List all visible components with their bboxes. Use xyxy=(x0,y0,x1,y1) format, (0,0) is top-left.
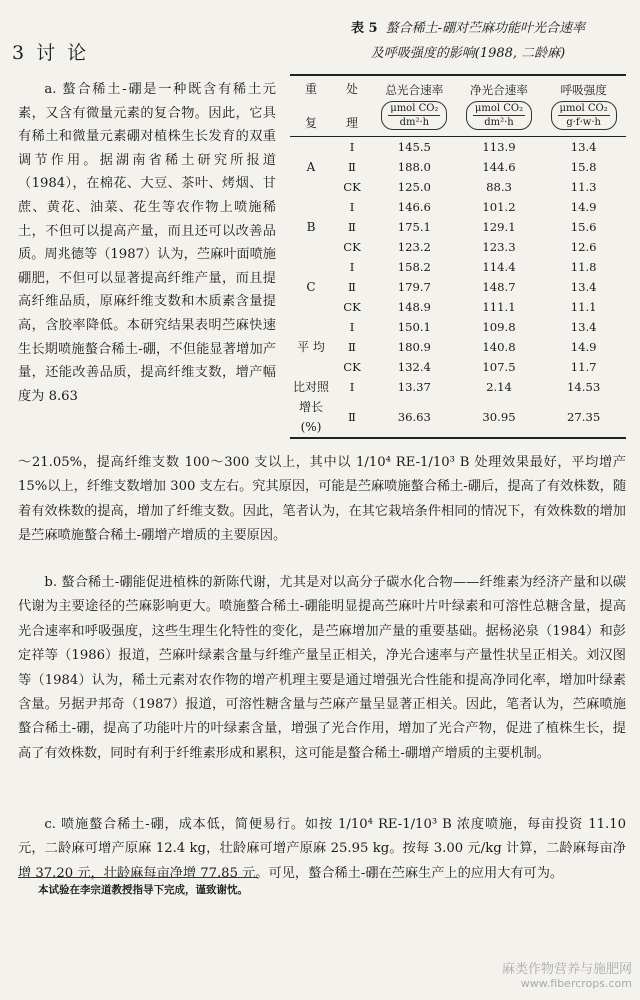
header-trt xyxy=(332,75,372,137)
gross-cell: 158.2 xyxy=(397,260,431,274)
trt-cell: Ⅱ xyxy=(332,397,372,438)
table-row xyxy=(290,317,626,337)
net-cell: 107.5 xyxy=(482,360,516,374)
para-c-text: c. 喷施螯合稀土-硼，成本低，简便易行。如按 1/10⁴ RE-1/10³ B 浓度喷施，每亩投资 11.10 元，二龄麻可增产原麻 12.4 kg，壮龄麻可增产原麻 25.95 kg。按每 3.00 元/kg 计算，二龄麻每亩净增 37.20 元，壮龄麻每亩净增 77.85 元。可见，螯合稀土-硼在苎麻生产上的应用大有可为。 xyxy=(18,817,626,881)
para-b xyxy=(18,571,626,766)
rep-cell xyxy=(290,137,332,158)
header-rep-char1: 重 xyxy=(304,82,317,96)
resp-cell: 14.53 xyxy=(567,380,601,394)
rep-cell xyxy=(290,197,332,217)
resp-cell: 15.6 xyxy=(570,220,597,234)
rep-cell: A xyxy=(306,160,316,174)
trt-cell: CK xyxy=(343,360,361,374)
table-body xyxy=(290,137,626,439)
rep-cell: C xyxy=(306,280,316,294)
gross-cell: 148.9 xyxy=(397,300,431,314)
net-cell: 123.3 xyxy=(482,240,516,254)
rep-cell xyxy=(290,297,332,317)
gross-cell: 180.9 xyxy=(397,340,431,354)
net-cell: 30.95 xyxy=(457,397,542,438)
trt-cell: Ⅰ xyxy=(349,260,355,274)
gross-cell: 36.63 xyxy=(372,397,457,438)
resp-cell: 14.9 xyxy=(570,200,597,214)
table-row xyxy=(290,217,626,237)
resp-cell: 11.3 xyxy=(570,180,597,194)
unit-gross-top: μmol CO₂ xyxy=(390,103,439,114)
table-row xyxy=(290,197,626,217)
table-row xyxy=(290,237,626,257)
net-cell: 101.2 xyxy=(482,200,516,214)
net-cell: 129.1 xyxy=(482,220,516,234)
header-resp xyxy=(541,75,626,137)
table-caption xyxy=(318,16,618,66)
net-cell: 148.7 xyxy=(482,280,516,294)
table-row xyxy=(290,277,626,297)
header-trt-char2: 理 xyxy=(345,116,358,130)
table-row xyxy=(290,337,626,357)
gross-cell: 175.1 xyxy=(397,220,431,234)
header-resp-label: 呼吸强度 xyxy=(560,83,607,97)
resp-cell: 12.6 xyxy=(570,240,597,254)
section-title: 3 讨 论 xyxy=(12,42,90,64)
resp-cell: 11.7 xyxy=(570,360,597,374)
header-rep xyxy=(290,75,332,137)
photosynthesis-table xyxy=(290,74,626,439)
table-caption-line2: 及呼吸强度的影响(1988, 二龄麻) xyxy=(370,46,566,61)
rep-cell xyxy=(290,317,332,337)
net-cell: 140.8 xyxy=(482,340,516,354)
resp-cell: 13.4 xyxy=(570,320,597,334)
net-cell: 88.3 xyxy=(486,180,512,194)
rep-cell: 平 均 xyxy=(297,340,325,354)
unit-gross xyxy=(381,101,447,130)
watermark-cn: 麻类作物营养与施肥网 xyxy=(501,962,632,977)
table-row xyxy=(290,397,626,438)
net-cell: 113.9 xyxy=(482,140,516,154)
rep-cell: 比对照 xyxy=(292,380,329,394)
rep-cell xyxy=(290,237,332,257)
gross-cell: 123.2 xyxy=(397,240,431,254)
rep-cell xyxy=(290,357,332,377)
para-a-continuation xyxy=(18,451,626,549)
trt-cell: Ⅰ xyxy=(349,320,355,334)
gross-cell: 132.4 xyxy=(397,360,431,374)
resp-cell: 11.1 xyxy=(570,300,597,314)
resp-cell: 15.8 xyxy=(570,160,597,174)
resp-cell: 13.4 xyxy=(570,140,597,154)
trt-cell: Ⅱ xyxy=(348,280,356,294)
header-rep-char2: 复 xyxy=(304,116,317,130)
trt-cell: Ⅰ xyxy=(349,140,355,154)
resp-cell: 11.8 xyxy=(570,260,597,274)
left-column-text xyxy=(18,78,276,408)
trt-cell: CK xyxy=(343,180,361,194)
trt-cell: Ⅰ xyxy=(349,380,355,394)
gross-cell: 179.7 xyxy=(397,280,431,294)
para-a-cont-text: ～21.05%，提高纤维支数 100～300 支以上，其中以 1/10⁴ RE-1/10³ B 处理效果最好，平均增产 15%以上，纤维支数增加 300 支左右。究其原因，可能是苎麻喷施螯合稀土-硼后，提高了有效株数，随着有效株数的提高，增加了纤维支数。因此，笔者认为，在其它栽培条件相同的情况下，有效株数的增加是苎麻喷施螯合稀土-硼增产增质的主要原因。 xyxy=(18,455,627,544)
unit-gross-bottom: dm²·h xyxy=(399,117,430,128)
unit-net-bottom: dm²·h xyxy=(484,117,514,128)
watermark-url: www.fibercrops.com xyxy=(520,977,632,990)
footnote: 本试验在李宗道教授指导下完成，谨致谢忱。 xyxy=(38,884,248,896)
gross-cell: 146.6 xyxy=(397,200,431,214)
unit-net-top: μmol CO₂ xyxy=(474,103,524,114)
header-net xyxy=(457,75,542,137)
net-cell: 2.14 xyxy=(486,380,512,394)
table-row xyxy=(290,257,626,277)
unit-net xyxy=(466,101,532,130)
gross-cell: 125.0 xyxy=(397,180,431,194)
table-number: 表 5 xyxy=(351,21,378,36)
rep-cell: 增长(%) xyxy=(290,397,332,438)
net-cell: 109.8 xyxy=(482,320,516,334)
trt-cell: Ⅱ xyxy=(348,220,356,234)
rep-cell xyxy=(290,177,332,197)
gross-cell: 13.37 xyxy=(397,380,431,394)
unit-resp-bottom: g·f·w·h xyxy=(566,117,601,128)
table-row xyxy=(290,357,626,377)
gross-cell: 145.5 xyxy=(397,140,431,154)
watermark xyxy=(502,958,632,990)
table-row xyxy=(290,377,626,397)
trt-cell: Ⅱ xyxy=(348,340,356,354)
net-cell: 114.4 xyxy=(482,260,516,274)
resp-cell: 27.35 xyxy=(541,397,626,438)
header-trt-char1: 处 xyxy=(345,82,358,96)
table-caption-line1: 螯合稀土-硼对苎麻功能叶光合速率 xyxy=(385,21,585,36)
header-gross-label: 总光合速率 xyxy=(385,83,444,97)
para-b-text: b. 螯合稀土-硼能促进植株的新陈代谢，尤其是对以高分子碳水化合物——纤维素为经济产量和以碳代谢为主要途径的苎麻影响更大。喷施螯合稀土-硼能明显提高苎麻叶片叶绿素和可溶性总糖含量，提高光合速率和呼吸强度，这些生理生化特性的变化，是苎麻增加产量的重要基础。据杨泌泉（1984）和彭定祥等（1986）报道，苎麻叶绿素含量与纤维产量呈正相关，净光合速率与产量性状呈正相关。刘汉图等（1984）认为，稀土元素对农作物的增产机理主要是通过增强光合性能和提高净同化率，增加叶绿素含量。另据尹邦奇（1987）报道，可溶性糖含量与苎麻产量呈显著正相关。因此，笔者认为，苎麻喷施螯合稀土-硼，提高了功能叶片的叶绿素含量，增强了光合作用，增加了光合产物，促进了植株生长，提高了有效株数，同时有利于纤维素形成和累积，这可能是螯合稀土-硼增产增质的主要机制。 xyxy=(18,575,626,761)
para-c xyxy=(18,813,626,886)
table-row xyxy=(290,137,626,158)
net-cell: 111.1 xyxy=(482,300,516,314)
footnote-divider xyxy=(18,877,258,878)
gross-cell: 188.0 xyxy=(397,160,431,174)
rep-cell xyxy=(290,257,332,277)
net-cell: 144.6 xyxy=(482,160,516,174)
unit-resp-top: μmol CO₂ xyxy=(559,103,608,114)
table-row xyxy=(290,177,626,197)
table-row xyxy=(290,157,626,177)
resp-cell: 14.9 xyxy=(570,340,597,354)
resp-cell: 13.4 xyxy=(570,280,597,294)
trt-cell: CK xyxy=(343,240,361,254)
header-net-label: 净光合速率 xyxy=(469,83,528,97)
trt-cell: Ⅱ xyxy=(348,160,356,174)
gross-cell: 150.1 xyxy=(397,320,431,334)
para-a-start: a. 螯合稀土-硼是一种既含有稀土元素，又含有微量元素的复合物。因此，它具有稀土和微量元素硼对植株生长发育的双重调节作用。据湖南省稀土研究所报道（1984），在棉花、大豆、茶叶、烤烟、甘蔗、黄花、油菜、花生等农作物上喷施稀土，不但可以提高产量，而且还可以改善品质。周兆德等（1987）认为，苎麻叶面喷施硼肥，不但可以显著提高纤维产量，而且提高纤维品质，原麻纤维支数和木质素含量提高，含胶率降低。本研究结果表明苎麻快速生长期喷施螯合稀土-硼，不但能显著增加产量，还能改善品质，提高纤维支数，增产幅度为 8.63 xyxy=(18,82,276,404)
header-gross xyxy=(372,75,457,137)
trt-cell: Ⅰ xyxy=(349,200,355,214)
table-row xyxy=(290,297,626,317)
rep-cell: B xyxy=(306,220,316,234)
unit-resp xyxy=(551,101,617,130)
trt-cell: CK xyxy=(343,300,361,314)
